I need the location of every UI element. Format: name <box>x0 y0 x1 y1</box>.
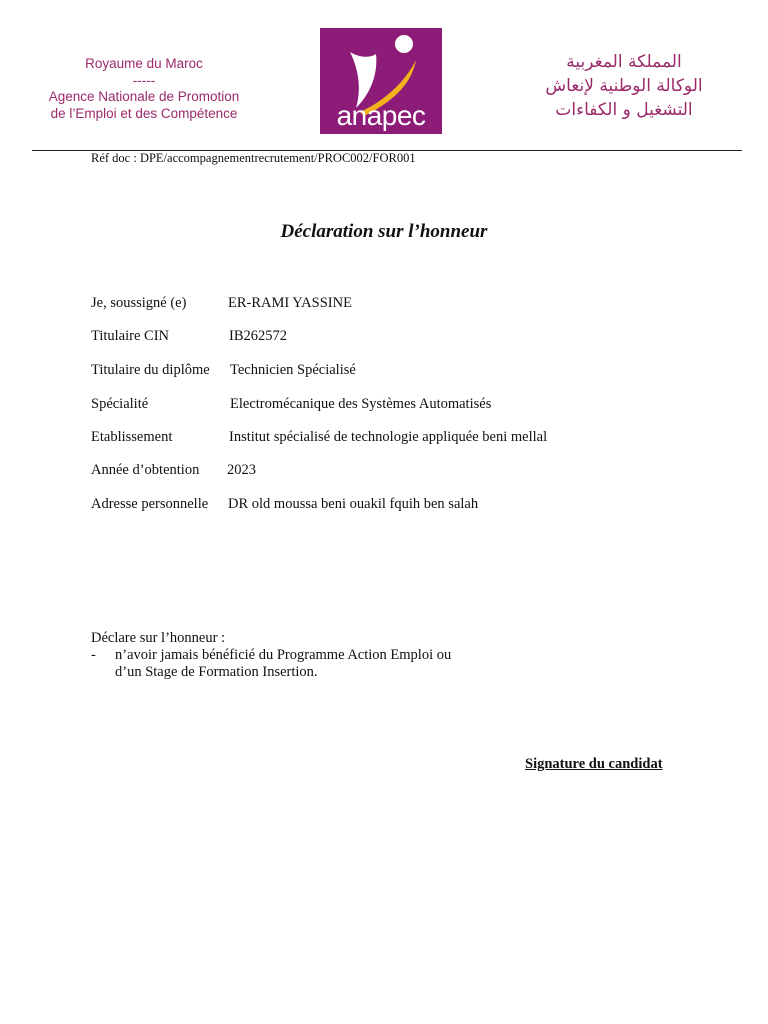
field-value-address: DR old moussa beni ouakil fquih ben salah <box>228 496 479 512</box>
field-label-diploma: Titulaire du diplôme <box>91 362 210 378</box>
field-value-speciality: Electromécanique des Systèmes Automatisés <box>230 396 492 412</box>
header-ar-line: المملكة المغربية <box>566 52 682 72</box>
header-arabic-block <box>520 50 728 122</box>
document-reference: Réf doc : DPE/accompagnementrecrutement/PROC002/FOR001 <box>91 151 416 165</box>
field-label-cin: Titulaire CIN <box>91 328 170 344</box>
field-value-year: 2023 <box>227 462 256 478</box>
field-value-establishment: Institut spécialisé de technologie appliquée beni mellal <box>229 429 548 445</box>
anapec-logo <box>320 28 442 134</box>
logo-wordmark: anapec <box>336 100 426 131</box>
field-value-diploma: Technicien Spécialisé <box>230 362 356 378</box>
declaration-bullet-line: n’avoir jamais bénéficié du Programme Action Emploi ou <box>115 647 452 663</box>
header-ar-line: الوكالة الوطنية لإنعاش <box>545 76 703 96</box>
field-label-name: Je, soussigné (e) <box>91 295 187 311</box>
field-label-establishment: Etablissement <box>91 429 173 445</box>
header-fr-line: Royaume du Maroc <box>85 56 203 71</box>
field-label-address: Adresse personnelle <box>91 496 209 512</box>
header-french-block <box>30 56 258 122</box>
field-value-cin: IB262572 <box>229 328 287 344</box>
declaration-bullet-line: d’un Stage de Formation Insertion. <box>115 664 318 680</box>
field-label-year: Année d’obtention <box>91 462 200 478</box>
header-fr-line: ----- <box>132 72 156 88</box>
header-fr-line: Agence Nationale de Promotion <box>48 89 240 104</box>
field-value-name: ER-RAMI YASSINE <box>228 295 352 311</box>
declaration-bullet-marker: - <box>91 647 96 663</box>
header-fr-line: de l’Emploi et des Compétence <box>50 105 238 121</box>
signature-label: Signature du candidat <box>525 756 663 772</box>
header-ar-line: التشغيل و الكفاءات <box>555 100 693 120</box>
document-title: Déclaration sur l’honneur <box>280 221 488 242</box>
declaration-intro: Déclare sur l’honneur : <box>91 630 226 646</box>
field-label-speciality: Spécialité <box>91 396 149 412</box>
